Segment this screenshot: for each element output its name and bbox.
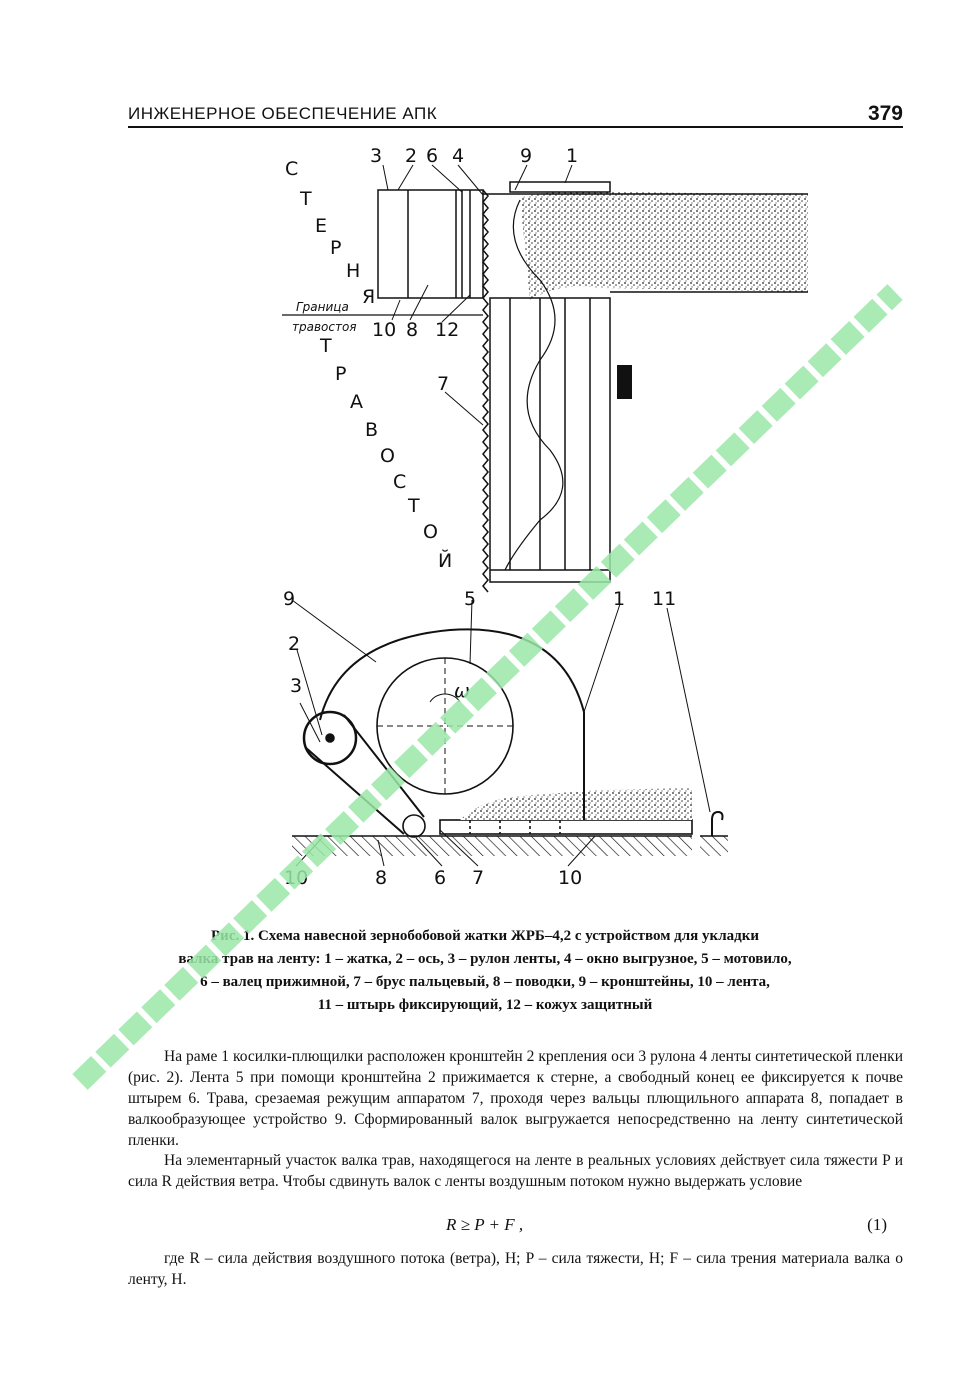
header-frame [378,190,483,298]
grass-letter: О [380,445,395,467]
grass-letters [319,335,452,572]
label-10-side-left: 10 [284,867,309,889]
swath-top [520,192,808,300]
label-9-side: 9 [283,588,296,610]
caption-line: Рис. 1. Схема навесной зернобобовой жатки ЖРБ–4,2 с устройством для укладки [211,928,759,944]
equation: R ≥ P + F , [446,1215,524,1234]
boundary-label-1: Граница [296,300,349,314]
stubble-letter: Н [346,260,361,282]
stubble-letter: Р [330,237,342,259]
label-8-side: 8 [375,867,388,889]
page-number: 379 [867,102,903,125]
presser-roller [403,815,425,837]
grass-letter: Т [408,495,420,517]
grass-letter: Й [438,550,453,572]
body-paragraph: На элементарный участок валка трав, находящегося на ленте в реальных условиях действует сила тяжести P и сила R действия ветра. Чтобы сдвинуть валок с ленты воздушным потоком нужно выдержать условие [128,1152,903,1190]
label-3-side: 3 [290,675,303,697]
pin [712,812,723,836]
label-11-side: 11 [652,588,677,610]
figure-caption [160,925,810,1017]
equation-row [128,1215,903,1239]
swath-side [460,788,692,820]
label-1-side: 1 [613,588,626,610]
label-3-top: 3 [370,145,383,167]
grass-letter: С [393,471,407,493]
stubble-letter: С [285,158,299,180]
belt-strip [490,298,610,582]
grass-letter: О [423,521,438,543]
caption-line: 6 – валец прижимной, 7 – брус пальцевый, 8 – поводки, 9 – кронштейны, 10 – лента, [200,974,770,990]
label-8-top: 8 [406,319,419,341]
boundary-labels [292,300,357,334]
top-view [282,165,808,592]
stubble-letter: Е [315,215,328,237]
grass-letter: В [365,419,379,441]
grass-letter: Т [320,335,332,357]
marker-block [617,365,632,399]
grass-letter: А [350,391,363,413]
ground-belt [440,820,692,834]
stubble-letters [285,158,375,308]
label-1-top: 1 [566,145,579,167]
equation-number: (1) [867,1215,887,1234]
label-4-top: 4 [452,145,465,167]
label-7-side: 7 [472,867,485,889]
grass-letter: Р [335,363,347,385]
stubble-letter: Я [362,286,376,308]
label-9-top: 9 [520,145,533,167]
caption-line: 11 – штырь фиксирующий, 12 – кожух защитный [317,997,653,1013]
label-10-side-right: 10 [558,867,583,889]
label-2-top: 2 [405,145,418,167]
label-10-top: 10 [372,319,397,341]
omega-symbol: ω [454,680,470,702]
label-6-top: 6 [426,145,439,167]
label-5-side: 5 [464,588,477,610]
caption-line: валка трав на ленту: 1 – жатка, 2 – ось, 3 – рулон ленты, 4 – окно выгрузное, 5 – мотовило, [178,951,792,967]
body-paragraph: где R – сила действия воздушного потока (ветра), Н; P – сила тяжести, Н; F – сила трения материала валка о ленту, Н. [128,1250,903,1288]
side-view [292,600,728,866]
label-2-side: 2 [288,633,301,655]
running-title: ИНЖЕНЕРНОЕ ОБЕСПЕЧЕНИЕ АПК [128,104,438,123]
label-12-top: 12 [435,319,460,341]
ground-hatch [292,836,692,856]
label-7-top: 7 [437,373,450,395]
stubble-letter: Т [300,188,312,210]
label-6-side: 6 [434,867,447,889]
boundary-label-2: травостоя [292,320,357,334]
body-paragraph: На раме 1 косилки-плющилки расположен кронштейн 2 крепления оси 3 рулона 4 ленты синтетической пленки (рис. 2). Лента 5 при помощи кронштейна 2 прижимается к стерне, а свободный конец ее фиксируется к почве штырем 6. Трава, срезаемая режущим аппаратом 7, проходя через вальцы плющильного аппарата 8, попадает в валкообразующее устройство 9. Сформированный валок выгружается непосредственно на ленту синтетической пленки. [128,1048,903,1149]
cutter-bar-zigzag [483,190,488,592]
